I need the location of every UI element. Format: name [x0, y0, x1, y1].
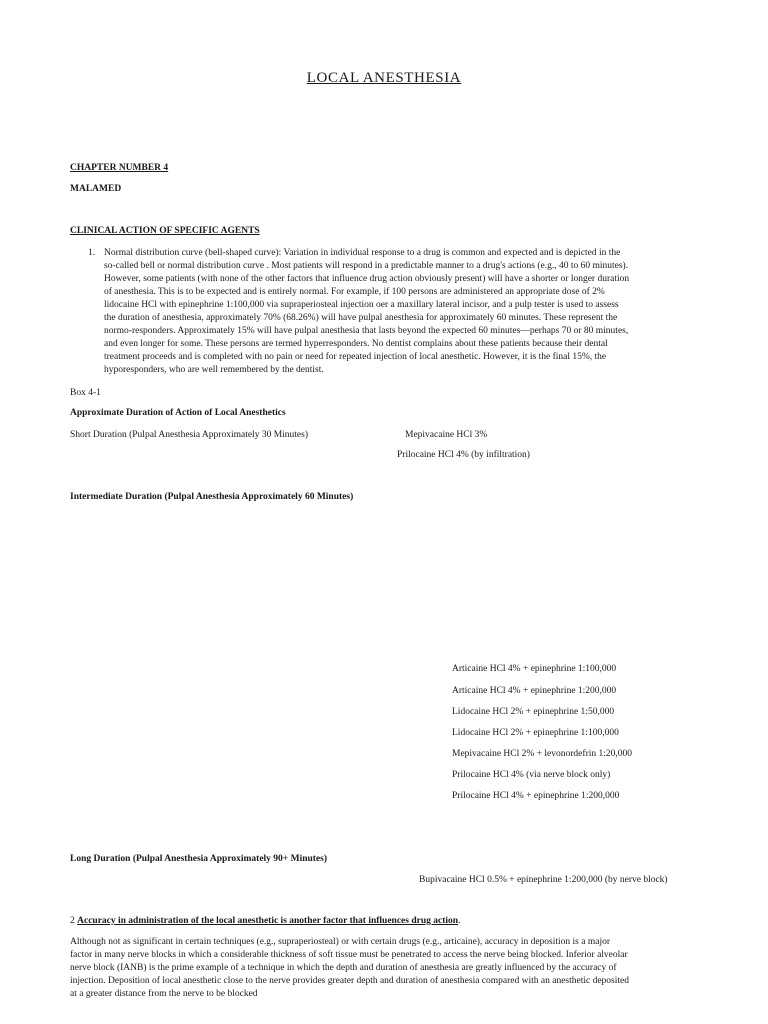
long-duration-label: Long Duration (Pulpal Anesthesia Approximately 90+ Minutes): [70, 854, 328, 864]
box-label: Box 4-1: [70, 388, 101, 398]
long-drug: Bupivacaine HCl 0.5% + epinephrine 1:200,000 (by nerve block): [419, 875, 668, 885]
text-line: hyporesponders, who are well remembered by the dentist.: [104, 365, 324, 375]
text-line: lidocaine HCl with epinephrine 1:100,000 via supraperiosteal injection oer a maxillary lateral incisor, and a pulp tester is used to assess: [104, 300, 619, 310]
text-line: normo-responders. Approximately 15% will have pulpal anesthesia that lasts beyond the expected 60 minutes—perhaps 70 or 80 minutes,: [104, 326, 629, 336]
text-line: the duration of anesthesia, approximately 70% (68.26%) will have pulpal anesthesia for approximately 60 minutes. These represent the: [104, 313, 618, 323]
author-heading: MALAMED: [70, 184, 122, 194]
intermediate-drug: Prilocaine HCl 4% + epinephrine 1:200,000: [452, 791, 620, 801]
list-item-1: [88, 247, 708, 377]
text-line: so-called bell or normal distribution curve . Most patients will respond in a predictable manner to a drug's actions (e.g., 40 to 60 minutes).: [104, 261, 629, 271]
text-line: at a greater distance from the nerve to be blocked: [70, 989, 258, 999]
document-title: LOCAL ANESTHESIA: [306, 70, 462, 86]
heading-period: .: [458, 916, 461, 926]
text-line: nerve block (IANB) is the prime example of a technique in which the depth and duration of anesthesia are greatly influenced by the accuracy of: [70, 963, 617, 973]
text-line: However, some patients (with none of the other factors that influence drug action obviously present) will have a shorter or longer duration: [104, 274, 630, 284]
paragraph: [104, 247, 708, 377]
short-duration-label: Short Duration (Pulpal Anesthesia Approximately 30 Minutes): [70, 430, 309, 440]
intermediate-drug: Prilocaine HCl 4% (via nerve block only): [452, 770, 611, 780]
intermediate-drug: Articaine HCl 4% + epinephrine 1:200,000: [452, 686, 617, 696]
intermediate-drug: Mepivacaine HCl 2% + levonordefrin 1:20,000: [452, 749, 633, 759]
text-line: factor in many nerve blocks in which a considerable thickness of soft tissue must be penetrated to access the nerve being blocked. Inferior alveolar: [70, 950, 628, 960]
intermediate-drug: Lidocaine HCl 2% + epinephrine 1:100,000: [452, 728, 619, 738]
text-line: injection. Deposition of local anesthetic close to the nerve provides greater depth and duration of anesthesia compared with an anesthetic deposited: [70, 976, 629, 986]
intermediate-drug: Lidocaine HCl 2% + epinephrine 1:50,000: [452, 707, 615, 717]
chapter-heading: CHAPTER NUMBER 4: [70, 163, 169, 173]
short-drug-1: Mepivacaine HCl 3%: [405, 430, 488, 440]
short-drug-2: Prilocaine HCl 4% (by infiltration): [397, 450, 530, 460]
intermediate-drug: Articaine HCl 4% + epinephrine 1:100,000: [452, 664, 617, 674]
paragraph: [70, 936, 710, 1001]
box-title: Approximate Duration of Action of Local Anesthetics: [70, 408, 286, 418]
text-line: and even longer for some. These persons are termed hyperresponders. No dentist complains about these patients because their dental: [104, 339, 608, 349]
text-line: treatment proceeds and is completed with no pain or need for repeated injection of local anesthetic. However, it is the final 15%, the: [104, 352, 607, 362]
intermediate-duration-label: Intermediate Duration (Pulpal Anesthesia Approximately 60 Minutes): [70, 492, 354, 502]
section-heading: CLINICAL ACTION OF SPECIFIC AGENTS: [70, 226, 260, 236]
text-line: Although not as significant in certain techniques (e.g., supraperiosteal) or with certain drugs (e.g., articaine), accuracy in deposition is a major: [70, 937, 611, 947]
text-line: of anesthesia. This is to be expected and is entirely normal. For example, if 100 persons are administered an appropriate dose of 2%: [104, 287, 605, 297]
list-number: 2: [70, 916, 75, 926]
text-line: Normal distribution curve (bell-shaped curve): Variation in individual response to a drug is common and expected and is depicted in the: [104, 248, 621, 258]
list-item-2-heading: [70, 915, 460, 928]
item-heading: Accuracy in administration of the local anesthetic is another factor that influences drug action: [77, 916, 459, 926]
list-number: 1.: [88, 248, 96, 258]
